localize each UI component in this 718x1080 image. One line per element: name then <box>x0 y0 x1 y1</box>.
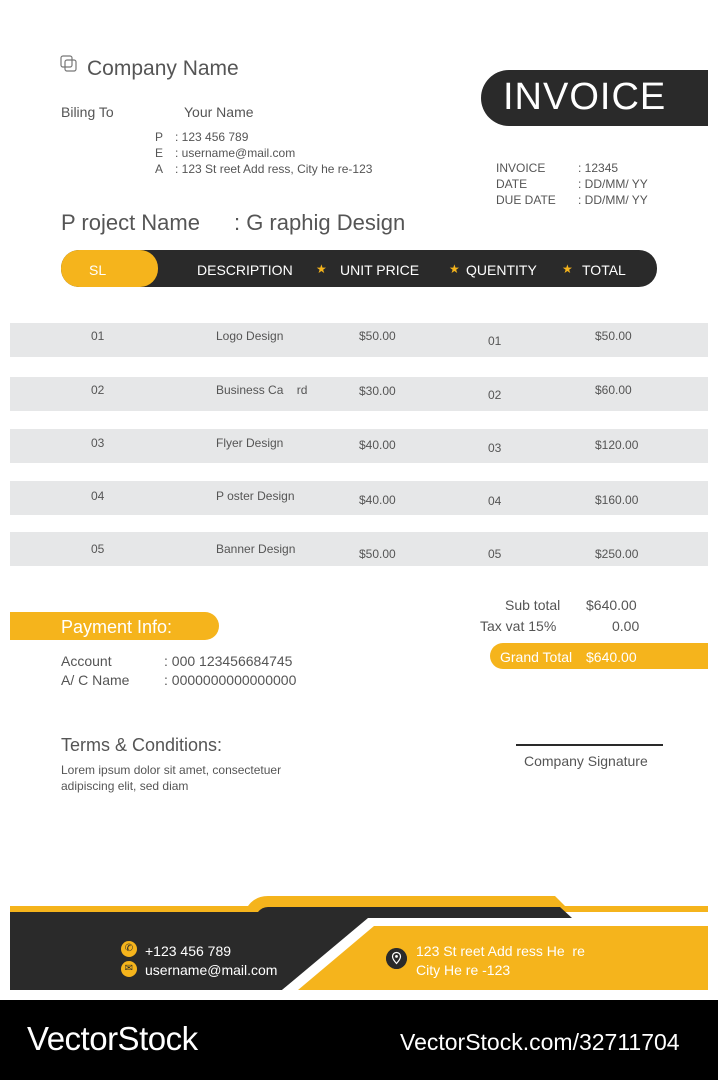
th-sl: SL <box>89 262 107 278</box>
footer-phone: +123 456 789 <box>145 943 232 959</box>
grand-total-value: $640.00 <box>586 649 637 665</box>
row-price: $40.00 <box>359 493 396 507</box>
subtotal-value: $640.00 <box>586 597 637 613</box>
row-sl: 02 <box>91 383 105 397</box>
row-total: $60.00 <box>595 383 632 397</box>
row-price: $40.00 <box>359 438 396 452</box>
row-price: $50.00 <box>359 547 396 561</box>
watermark-brand: VectorStock <box>27 1020 198 1057</box>
company-name: Company Name <box>87 57 239 80</box>
row-quantity: 02 <box>488 388 502 402</box>
row-total: $120.00 <box>595 438 639 452</box>
row-description: Business Ca rd <box>216 383 308 397</box>
row-quantity: 04 <box>488 494 502 508</box>
row-total: $250.00 <box>595 547 639 561</box>
row-sl: 03 <box>91 436 105 450</box>
table-header-sl-pill <box>61 250 158 287</box>
client-name: Your Name <box>184 104 254 120</box>
th-unit-price: UNIT PRICE <box>340 262 420 278</box>
contact-address: A : 123 St reet Add ress, City he re-123 <box>155 162 373 176</box>
subtotal-label: Sub total <box>505 597 561 613</box>
terms-body: Lorem ipsum dolor sit amet, consectetuer adipiscing elit, sed diam <box>61 763 282 793</box>
billing-to-label: Biling To <box>61 104 114 120</box>
row-description: Banner Design <box>216 542 296 556</box>
row-price: $30.00 <box>359 384 396 398</box>
meta-date: DATE : DD/MM/ YY <box>496 177 648 191</box>
row-description: Flyer Design <box>216 436 284 450</box>
ac-name-label: A/ C Name <box>61 672 130 688</box>
logo-icon <box>60 55 78 73</box>
row-sl: 01 <box>91 329 105 343</box>
star-icon: ★ <box>562 262 573 276</box>
meta-due-date: DUE DATE : DD/MM/ YY <box>496 193 648 207</box>
contact-phone: P : 123 456 789 <box>155 130 249 144</box>
row-description: Logo Design <box>216 329 284 343</box>
account-value: : 000 123456684745 <box>164 653 293 669</box>
account-label: Account <box>61 653 112 669</box>
th-description: DESCRIPTION <box>197 262 293 278</box>
tax-value: 0.00 <box>612 618 640 634</box>
footer-address-line1: 123 St reet Add ress He re <box>416 943 585 959</box>
tax-label: Tax vat 15% <box>480 618 557 634</box>
th-total: TOTAL <box>582 262 626 278</box>
signature-line <box>516 744 663 746</box>
invoice-title: INVOICE <box>503 76 667 118</box>
th-quantity: QUENTITY <box>466 262 537 278</box>
row-quantity: 01 <box>488 334 502 348</box>
row-total: $160.00 <box>595 493 639 507</box>
grand-total-label: Grand Total <box>500 649 573 665</box>
row-sl: 05 <box>91 542 105 556</box>
star-icon: ★ <box>449 262 460 276</box>
footer-address-line2: City He re -123 <box>416 962 511 978</box>
star-icon: ★ <box>316 262 327 276</box>
project-name: P roject Name : G raphig Design <box>61 210 406 235</box>
row-total: $50.00 <box>595 329 632 343</box>
meta-invoice-number: INVOICE : 12345 <box>496 161 619 175</box>
payment-info-title: Payment Info: <box>61 617 173 637</box>
row-price: $50.00 <box>359 329 396 343</box>
signature-label: Company Signature <box>524 753 648 769</box>
row-quantity: 05 <box>488 547 502 561</box>
ac-name-value: : 0000000000000000 <box>164 672 297 688</box>
footer-band <box>0 890 718 1000</box>
row-quantity: 03 <box>488 441 502 455</box>
watermark-url: VectorStock.com/32711704 <box>400 1029 680 1055</box>
mail-icon: ✉ <box>121 961 137 977</box>
footer-email: username@mail.com <box>145 962 278 978</box>
row-description: P oster Design <box>216 489 295 503</box>
terms-title: Terms & Conditions: <box>61 735 223 755</box>
contact-email: E : username@mail.com <box>155 146 296 160</box>
location-pin-icon <box>386 948 407 969</box>
phone-icon: ✆ <box>121 941 137 957</box>
row-sl: 04 <box>91 489 105 503</box>
